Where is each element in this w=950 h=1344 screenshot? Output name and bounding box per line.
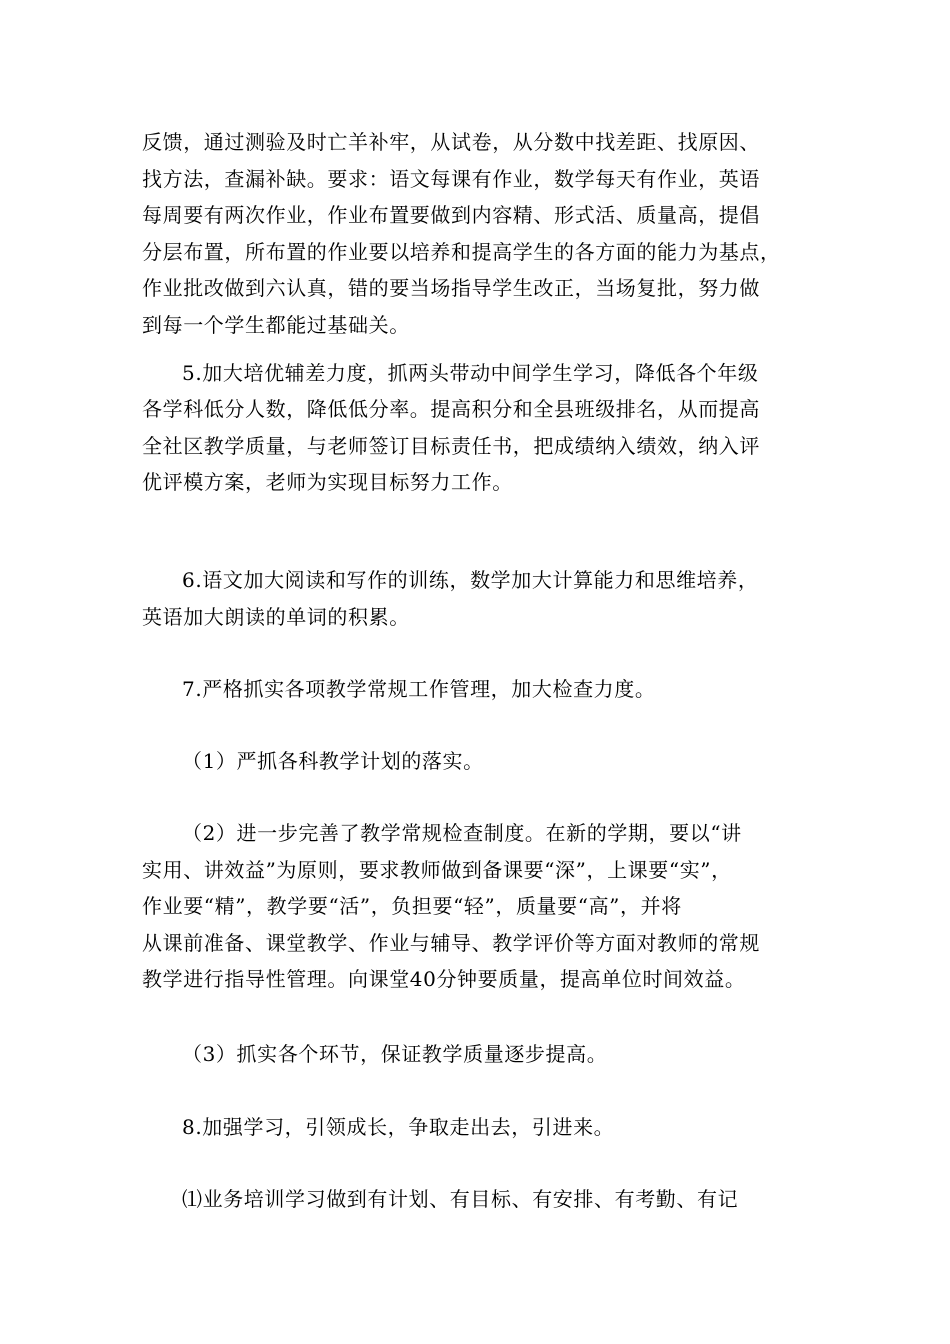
- item-2-first-line: （2）进一步完善了教学常规检查制度。在新的学期，要以“讲: [182, 821, 742, 845]
- text-line: 每周要有两次作业，作业布置要做到内容精、形式活、质量高，提倡: [142, 203, 760, 227]
- item-3: （3）抓实各个环节，保证教学质量逐步提高。: [182, 1042, 608, 1066]
- text-line: 反馈，通过测验及时亡羊补牢，从试卷，从分数中找差距、找原因、: [142, 130, 760, 154]
- text-line: 到每一个学生都能过基础关。: [142, 313, 410, 337]
- text-line: 从课前准备、课堂教学、作业与辅导、教学评价等方面对教师的常规: [142, 931, 760, 955]
- paragraph-6-first-line: 6.语文加大阅读和写作的训练，数学加大计算能力和思维培养，: [182, 568, 759, 592]
- item-8-1-first-line: ⑴业务培训学习做到有计划、有目标、有安排、有考勤、有记: [182, 1187, 739, 1211]
- text-line: 分层布置，所布置的作业要以培养和提高学生的各方面的能力为基点，: [142, 240, 781, 264]
- paragraph-7-heading: 7.严格抓实各项教学常规工作管理，加大检查力度。: [182, 677, 656, 701]
- text-line: 作业要“精”，教学要“活”，负担要“轻”，质量要“高”，并将: [142, 894, 682, 918]
- text-line: 全社区教学质量，与老师签订目标责任书，把成绩纳入绩效，纳入评: [142, 434, 760, 458]
- text-line: 各学科低分人数，降低低分率。提高积分和全县班级排名，从而提高: [142, 397, 760, 421]
- text-line: 英语加大朗读的单词的积累。: [142, 605, 410, 629]
- text-line: 教学进行指导性管理。向课堂40分钟要质量，提高单位时间效益。: [142, 967, 746, 991]
- paragraph-5-first-line: 5.加大培优辅差力度，抓两头带动中间学生学习，降低各个年级: [182, 361, 759, 385]
- text-line: 作业批改做到六认真，错的要当场指导学生改正，当场复批，努力做: [142, 276, 760, 300]
- item-1: （1）严抓各科教学计划的落实。: [182, 749, 484, 773]
- text-line: 找方法，查漏补缺。要求：语文每课有作业，数学每天有作业，英语: [142, 167, 760, 191]
- paragraph-8-heading: 8.加强学习，引领成长，争取走出去，引进来。: [182, 1115, 615, 1139]
- text-line: 优评模方案，老师为实现目标努力工作。: [142, 470, 513, 494]
- text-line: 实用、讲效益”为原则，要求教师做到备课要“深”，上课要“实”，: [142, 858, 732, 882]
